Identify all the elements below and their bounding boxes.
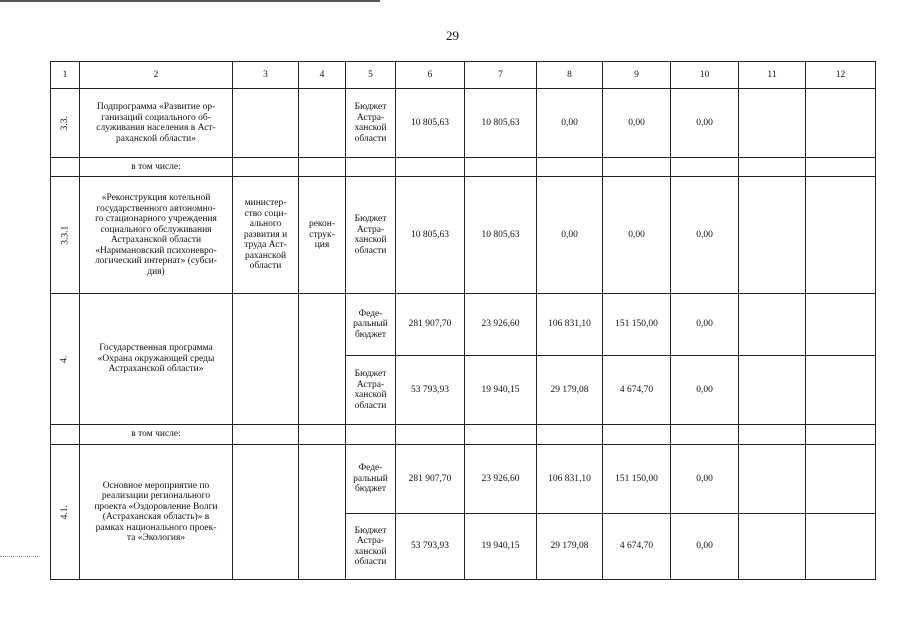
- col-header: 9: [603, 62, 671, 89]
- value-col10: 0,00: [671, 294, 739, 356]
- empty-cell: [739, 425, 806, 445]
- empty-cell: [671, 158, 739, 177]
- including-label: в том числе:: [80, 425, 233, 445]
- type-cell: [299, 89, 346, 158]
- budget-table: [50, 61, 876, 580]
- empty-cell: [299, 158, 346, 177]
- empty-cell: [603, 425, 671, 445]
- row-number: 4.1.: [59, 504, 70, 520]
- type-cell: [299, 294, 346, 425]
- value-col11: [739, 514, 806, 580]
- value-col8: 29 179,08: [537, 356, 603, 425]
- value-col12: [806, 89, 876, 158]
- value-col6: 281 907,70: [396, 294, 465, 356]
- value-col7: 23 926,60: [465, 445, 537, 514]
- table-row: [51, 294, 876, 356]
- row-number-cell: [51, 445, 80, 580]
- executor: министер- ство соци- ального развития и труда Аст- раханской области: [233, 177, 299, 294]
- empty-cell: [299, 425, 346, 445]
- value-col12: [806, 177, 876, 294]
- work-type: рекон- струк- ция: [299, 177, 346, 294]
- table-row: [51, 89, 876, 158]
- header-row: [51, 62, 876, 89]
- empty-cell: [396, 425, 465, 445]
- col-header: 4: [299, 62, 346, 89]
- value-col8: 29 179,08: [537, 514, 603, 580]
- row-number-cell: [51, 294, 80, 425]
- executor-cell: [233, 294, 299, 425]
- col-header: 12: [806, 62, 876, 89]
- value-col9: 4 674,70: [603, 356, 671, 425]
- empty-cell: [603, 158, 671, 177]
- empty-cell: [739, 158, 806, 177]
- value-col10: 0,00: [671, 177, 739, 294]
- margin-dotted-line: [0, 556, 40, 557]
- value-col7: 19 940,15: [465, 356, 537, 425]
- value-col12: [806, 294, 876, 356]
- program-name: Подпрограмма «Развитие ор- ганизаций социального об- служивания населения в Аст- раханской области»: [80, 89, 233, 158]
- value-col6: 53 793,93: [396, 356, 465, 425]
- value-col6: 10 805,63: [396, 89, 465, 158]
- empty-cell: [537, 425, 603, 445]
- funding-source: Бюджет Астра- ханской области: [346, 514, 396, 580]
- value-col6: 281 907,70: [396, 445, 465, 514]
- executor-cell: [233, 89, 299, 158]
- col-header: 6: [396, 62, 465, 89]
- value-col11: [739, 356, 806, 425]
- funding-source: Бюджет Астра- ханской области: [346, 177, 396, 294]
- empty-cell: [671, 425, 739, 445]
- value-col6: 53 793,93: [396, 514, 465, 580]
- row-number: 4.: [59, 355, 70, 363]
- including-label: в том числе:: [80, 158, 233, 177]
- value-col9: 4 674,70: [603, 514, 671, 580]
- col-header: 8: [537, 62, 603, 89]
- empty-cell: [465, 158, 537, 177]
- subtotal-label-row: [51, 158, 876, 177]
- value-col9: 151 150,00: [603, 445, 671, 514]
- executor-cell: [233, 445, 299, 580]
- col-header: 1: [51, 62, 80, 89]
- value-col9: 151 150,00: [603, 294, 671, 356]
- empty-cell: [233, 425, 299, 445]
- empty-cell: [51, 158, 80, 177]
- value-col10: 0,00: [671, 445, 739, 514]
- col-header: 2: [80, 62, 233, 89]
- empty-cell: [806, 158, 876, 177]
- col-header: 5: [346, 62, 396, 89]
- row-number: 3.3.1: [59, 225, 70, 245]
- value-col7: 23 926,60: [465, 294, 537, 356]
- empty-cell: [396, 158, 465, 177]
- program-name: Государственная программа «Охрана окружающей среды Астраханской области»: [80, 294, 233, 425]
- empty-cell: [346, 158, 396, 177]
- value-col12: [806, 445, 876, 514]
- row-number: 3.3.: [59, 115, 70, 131]
- empty-cell: [537, 158, 603, 177]
- top-rule: [0, 0, 380, 2]
- table-row: [51, 445, 876, 514]
- value-col8: 106 831,10: [537, 294, 603, 356]
- value-col9: 0,00: [603, 177, 671, 294]
- value-col10: 0,00: [671, 514, 739, 580]
- value-col10: 0,00: [671, 89, 739, 158]
- value-col12: [806, 514, 876, 580]
- row-number-cell: [51, 89, 80, 158]
- page-number: 29: [446, 28, 459, 43]
- col-header: 11: [739, 62, 806, 89]
- value-col8: 0,00: [537, 89, 603, 158]
- col-header: 10: [671, 62, 739, 89]
- value-col7: 10 805,63: [465, 89, 537, 158]
- value-col7: 10 805,63: [465, 177, 537, 294]
- value-col12: [806, 356, 876, 425]
- value-col11: [739, 445, 806, 514]
- empty-cell: [233, 158, 299, 177]
- table-row: [51, 177, 876, 294]
- value-col9: 0,00: [603, 89, 671, 158]
- empty-cell: [346, 425, 396, 445]
- value-col10: 0,00: [671, 356, 739, 425]
- value-col11: [739, 89, 806, 158]
- program-name: «Реконструкция котельной государственного автономно- го стационарного учреждения социального обслуживания Астраханской области «Наримановский психоневро- логический интернат» (субси- дия): [80, 177, 233, 294]
- subtotal-label-row: [51, 425, 876, 445]
- type-cell: [299, 445, 346, 580]
- funding-source: Феде- ральный бюджет: [346, 294, 396, 356]
- empty-cell: [465, 425, 537, 445]
- funding-source: Феде- ральный бюджет: [346, 445, 396, 514]
- empty-cell: [806, 425, 876, 445]
- empty-cell: [51, 425, 80, 445]
- value-col8: 106 831,10: [537, 445, 603, 514]
- row-number-cell: [51, 177, 80, 294]
- funding-source: Бюджет Астра- ханской области: [346, 89, 396, 158]
- col-header: 7: [465, 62, 537, 89]
- value-col6: 10 805,63: [396, 177, 465, 294]
- value-col11: [739, 177, 806, 294]
- col-header: 3: [233, 62, 299, 89]
- value-col7: 19 940,15: [465, 514, 537, 580]
- program-name: Основное мероприятие по реализации регионального проекта «Оздоровление Волги (Астраханская область)» в рамках национального проек- та «Экология»: [80, 445, 233, 580]
- value-col11: [739, 294, 806, 356]
- value-col8: 0,00: [537, 177, 603, 294]
- funding-source: Бюджет Астра- ханской области: [346, 356, 396, 425]
